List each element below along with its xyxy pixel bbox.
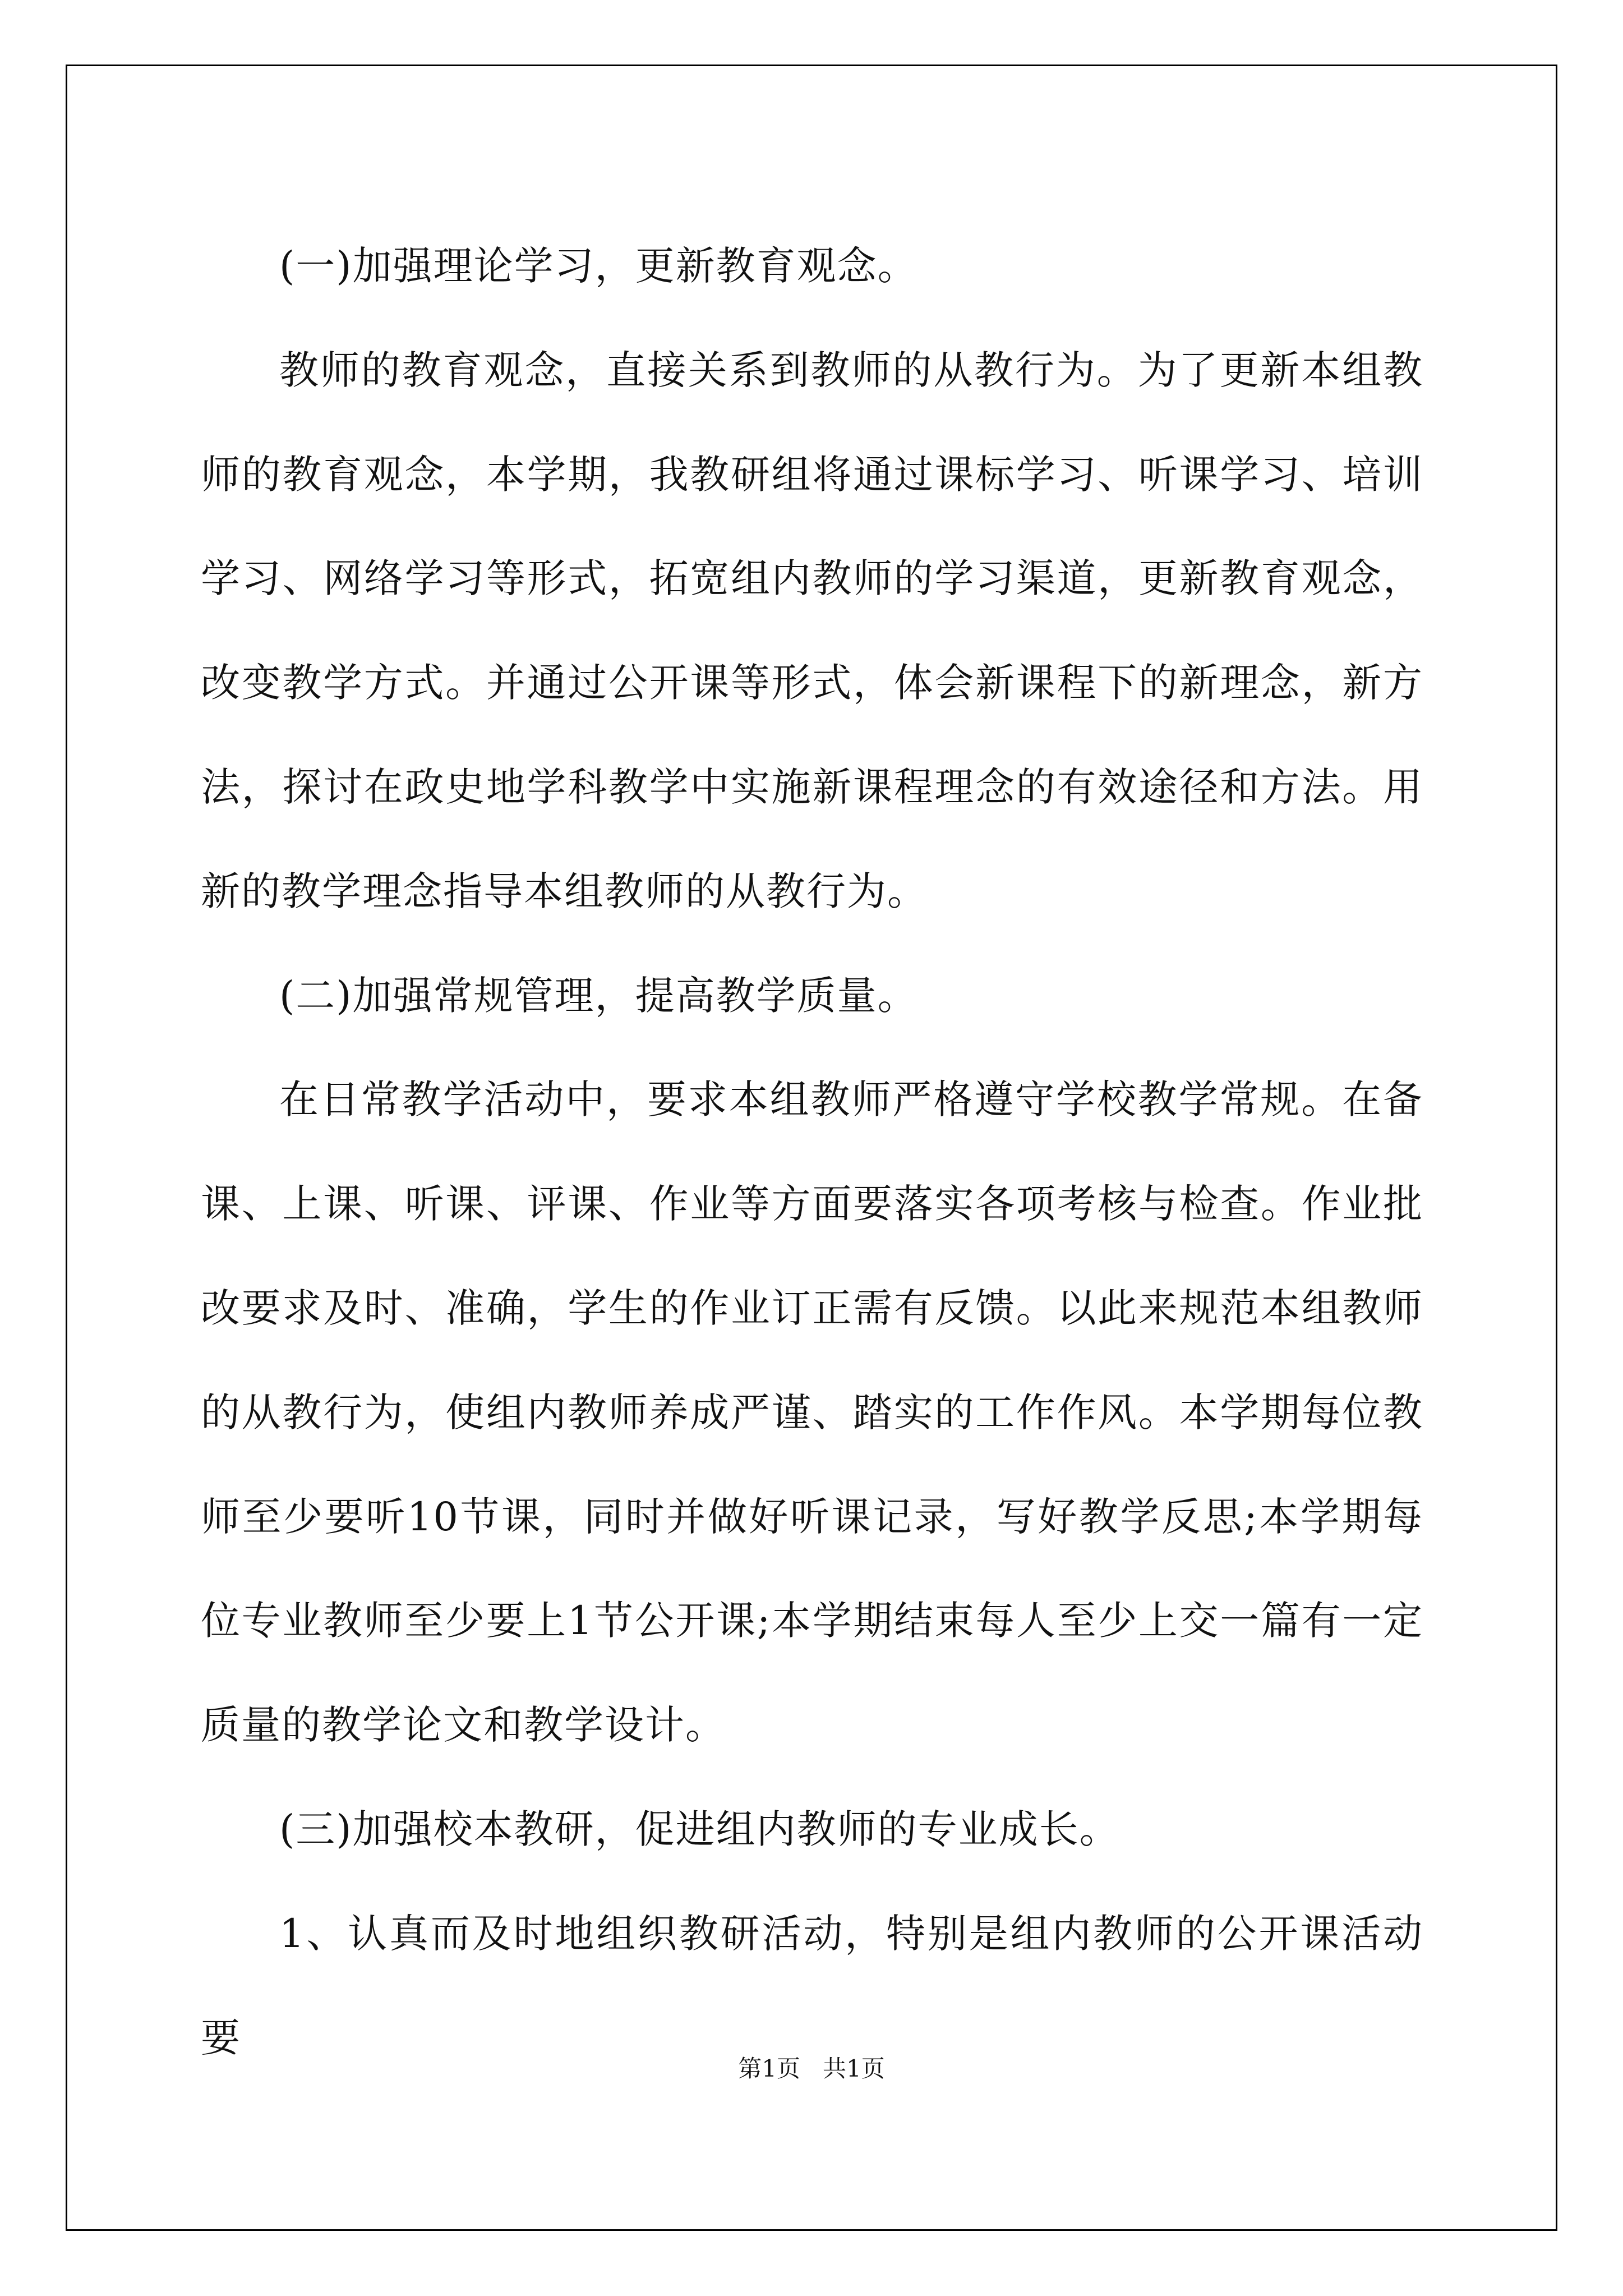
body-paragraph-2: 在日常教学活动中，要求本组教师严格遵守学校教学常规。在备课、上课、听课、评课、作业等方面要落实各项考核与检查。作业批改要求及时、准确，学生的作业订正需有反馈。以此来规范本组教师的从教行为，使组内教师养成严谨、踏实的工作作风。本学期每位教师至少要听10节课，同时并做好听课记录，写好教学反思;本学期每位专业教师至少要上1节公开课;本学期结束每人至少上交一篇有一定质量的教学论文和教学设计。	[201, 1076, 1423, 1749]
section-heading-1: (一)加强理论学习，更新教育观念。	[279, 243, 918, 289]
page-footer: 第1页 共1页	[738, 2055, 885, 2082]
body-paragraph-3: 1、认真而及时地组织教研活动，特别是组内教师的公开课活动要	[201, 1910, 1423, 2061]
document-body	[201, 214, 1423, 2090]
body-paragraph-1: 教师的教育观念，直接关系到教师的从教行为。为了更新本组教师的教育观念，本学期，我教研组将通过课标学习、听课学习、培训学习、网络学习等形式，拓宽组内教师的学习渠道，更新教育观念，改变教学方式。并通过公开课等形式，体会新课程下的新理念，新方法，探讨在政史地学科教学中实施新课程理念的有效途径和方法。用新的教学理念指导本组教师的从教行为。	[201, 347, 1423, 914]
section-heading-3: (三)加强校本教研，促进组内教师的专业成长。	[279, 1806, 1120, 1852]
section-heading-2: (二)加强常规管理，提高教学质量。	[279, 972, 918, 1019]
